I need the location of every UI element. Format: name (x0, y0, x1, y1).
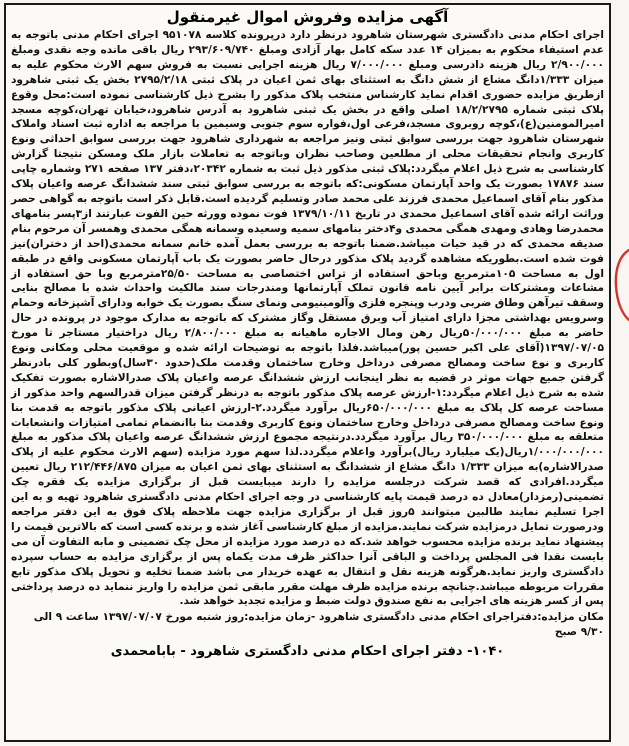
notice-signature: ۱۰۴۰- دفتر اجرای احکام مدنی دادگستری شاهرود - بابامحمدی (110, 644, 505, 660)
notice-title: آگهی مزایده وفروش اموال غیرمنقول (166, 8, 449, 26)
auction-notice-box (4, 3, 611, 742)
notice-location-time: مکان مزایده:دفتراجرای احکام مدنی دادگستری شاهرود -زمان مزایده:روز شنبه مورخ ۱۳۹۷/۰۷/۰۷ ساعت ۹ الی ۹/۳۰ صبح (33, 611, 604, 639)
red-stamp-mark (613, 246, 629, 324)
notice-body: اجرای احکام مدنی دادگستری شهرستان شاهرود درنظر دارد درپرونده کلاسه ۹۵۱۰۷۸ اجرای احکام مدنی باتوجه به عدم استیفاء محکوم به بمیزان ۱۴ عدد سکه کامل بهار آزادی ومبلغ ۲۹۳/۶۰۹/۷۴۰ ریال باقی مانده وجه نقدی ومبلغ ۲/۹۰۰/۰۰۰ ریال هزینه دادرسی ومبلغ ۷/۰۰۰/۰۰۰ ریال هزینه اجرایی نسبت به فروش سهم الارث محکوم علیه به میزان ۱/۳۳۳دانگ مشاع از شش دانگ به استثنای بهای ثمن اعیان در پلاک ثبتی ۲۷۹۵/۲/۱۸ بخش یک ثبتی شاهرود ازطریق مزایده حضوری اقدام نماید کارشناس منتخب پلاک مذکور را بشرح ذیل کارشناسی نموده است:محل وقوع پلاک ثبتی شماره ۱۸/۲/۲۷۹۵ اصلی واقع در بخش یک ثبتی شاهرود به آدرس شاهرود،خیابان تهران،کوچه مسجد امیرالمومنین(ع)،کوچه روبروی مسجد،فرعی اول،فواره سوم جنوبی وسیمین با مراجعه به اداره ثبت اسناد واملاک شهرستان شاهرود جهت بررسی سوابق ثبتی ونیز مراجعه به شهرداری شاهرود جهت بررسی سوابق احداثی ونوع کاربری وانجام تحقیقات محلی از مطلعین وصاحب نظران وباتوجه به تعاملات بازار ملک ومسکن نتیجتا گزارش کارشناسی به شرح ذیل اعلام میگردد:پلاک ثبتی مذکور ذیل ثبت به شماره ۲۰۳۴۲،دفتر ۱۳۷ صفحه ۲۷۱ وشماره چاپی سند ۱۷۸۷۶ بصورت یک واحد آپارتمان مسکونی:که باتوجه به بررسی سوابق ثبتی سند ششدانگ عرصه واعیان پلاک مذکور بنام آقای اسماعیل محمدی فرزند علی محمد صادر وتسلیم گردیده است.قابل ذکر است باتوجه به گواهی حصر وراثت ارائه شده آقای اسماعیل محمدی در تاریخ ۱۳۷۹/۱۰/۱۱ فوت نموده وورثه حین الفوت عبارتند از۳پسر بنامهای محمدرضا وهادی ومهدی همگی محمدی و۴دختر بنامهای سمیه وسعیده وسمانه همگی محمدی وهمسر آن مرحوم بنام صدیقه محمدی که در قید حیات میباشد.ضمنا باتوجه به بررسی بعمل آمده خانم سمانه محمدی(احد از دختران)نیز فوت شده است.بطوریکه مشاهده گردید پلاک مذکور درحال حاضر بصورت یک باب آپارتمان مسکونی واقع در طبقه اول به مساحت ۱۰۵مترمربع وباحق استفاده از تراس اختصاصی به مساحت ۲۵/۵۰مترمربع وبا حق استفاده از مشاعات ومشترکات برابر آیین نامه قانون تملک آپارتمانها ومندرجات سند مالکیت واحداث شده با مصالح بنایی وسقف تیرآهن وطاق ضربی ودرب وپنجره فلزی وآلومینیومی ونمای سنگ بصورت یک خوابه ودارای آشپزخانه وحمام وسرویس بهداشتی مجزا دارای امتیاز آب وبرق مستقل وگاز مشترک که باتوجه به مدارک موجود در پرونده در حال حاضر به مبلغ ۵۰/۰۰۰/۰۰۰ریال رهن ومال الاجاره ماهیانه به مبلغ ۲/۸۰۰/۰۰۰ ریال دراختیار مستاجر تا مورخ ۱۳۹۷/۰۷/۰۵(آقای علی اکبر حسین پور)میباشد.فلذا باتوجه به توضیحات ارائه شده و موقعیت محلی ومکانی ونوع کاربری و نوع ساخت ومصالح مصرفی درداخل وخارج ساختمان وقدمت ملک(حدود ۳۰سال)وبطور کلی بادرنظر گرفتن جمیع جهات موثر در قضیه به نظر اینجانب ارزش ششدانگ عرصه واعیان پلاک صدرالاشاره بصورت تفکیک شده به شرح ذیل اعلام میگردد:۱-ارزش عرصه پلاک مذکور باتوجه به درنظر گرفتن میزان قدرالسهم واحد مذکور از مساحت عرصه کل پلاک به مبلغ ۶۵۰/۰۰۰/۰۰۰ریال برآورد میگردد.۲-ارزش اعیانی پلاک مذکور باتوجه به قدمت بنا ونوع ساخت ومصالح مصرفی درداخل وخارج ساختمان ونوع کاربری وقدمت بنا باانضمام تمامی امتیازات وانشعابات متعلقه به مبلغ ۳۵۰/۰۰۰/۰۰۰ ریال برآورد میگردد.درنتیجه مجموع ارزش ششدانگ عرصه واعیان پلاک مذکور به مبلغ ۱/۰۰۰/۰۰۰/۰۰۰ریال(یک میلیارد ریال)برآورد واعلام میگردد.لذا سهم مورد مزایده (سهم الارث محکوم علیه از پلاک صدرالاشاره)به میزان ۱/۳۳۳ دانگ مشاع از ششدانگ به استثنای بهای ثمن اعیان به میزان ۲۱۲/۴۴۶/۸۷۵ ریال تعیین میگردد.افرادی که قصد شرکت درجلسه مزایده را دارند میبایست قبل از برگزاری مزایده یک فقره چک تضمینی(رمزدار)معادل ده درصد قیمت پایه کارشناسی در وجه اجرای احکام مدنی دادگستری شاهرود تهیه و به این اجرا تسلیم نمایند طالبین میتوانند ۵روز قبل از برگزاری مزایده جهت ملاحظه پلاک فوق به این دفتر مراجعه ودرصورت تمایل درمزایده شرکت نمایند.مزایده از مبلغ کارشناسی آغاز شده و برنده کسی است که بالاترین قیمت را پیشنهاد نماید برنده مزایده محسوب خواهد شد.که ده درصد مورد مزایده از محل چک تضمینی و مابه التفاوت آن می بایست نقدا فی المجلس پرداخت و الباقی آنرا حداکثر ظرف مدت یکماه پس از برگزاری مزایده به حساب سپرده دادگستری واریز نماید.هرگونه هزینه نقل و انتقال به عهده خریدار می باشد ضمنا تخلیه و تحویل پلاک مذکور تابع مقررات مربوطه میباشد.چنانچه برنده مزایده ظرف مهلت مقرر مابقی ثمن مزایده را واریز ننماید ده درصد پرداختی پس از کسر هزینه های اجرایی به نفع صندوق دولت ضبط و مزایده تجدید خواهد شد. (11, 29, 605, 608)
